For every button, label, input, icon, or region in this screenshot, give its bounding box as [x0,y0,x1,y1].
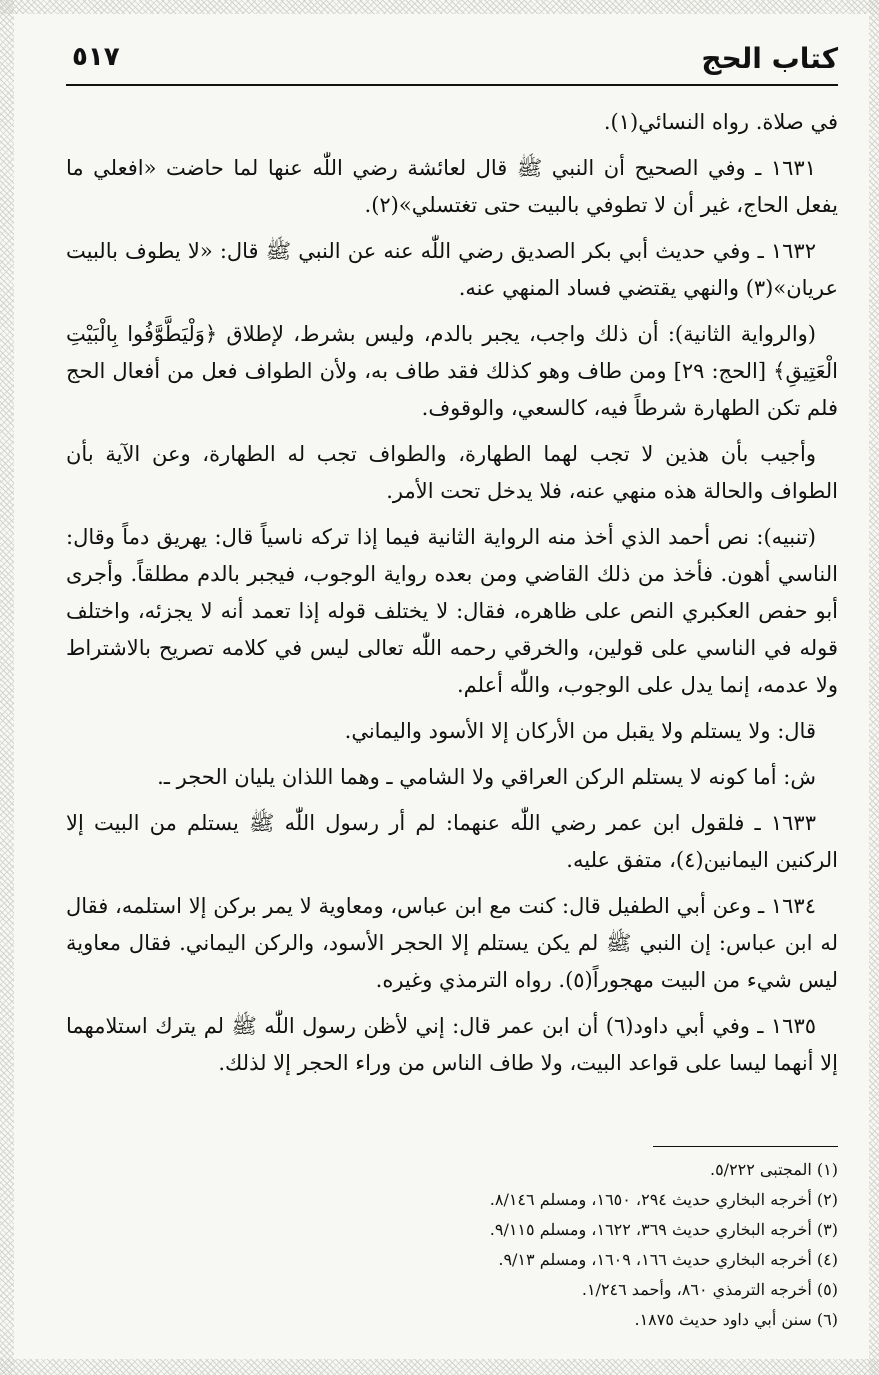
left-page-edge-texture [0,0,14,1375]
hadith-1635-paragraph: ١٦٣٥ ـ وفي أبي داود(٦) أن ابن عمر قال: إني لأظن رسول اللّٰه ﷺ لم يترك استلامهما إلا أنهما ليسا على قواعد البيت، ولا طاف الناس من وراء الحجر إلا لذلك. [66,1014,838,1075]
running-head: كتاب الحج [701,42,838,75]
response-paragraph: وأجيب بأن هذين لا تجب لهما الطهارة، والطواف تجب له الطهارة، وعن الآية بأن الطواف والحالة هذه منهي عنه، فلا يدخل تحت الأمر. [66,442,838,503]
header-rule [66,84,838,86]
hadith-1634-paragraph: ١٦٣٤ ـ وعن أبي الطفيل قال: كنت مع ابن عباس، ومعاوية لا يمر بركن إلا استلمه، فقال له ابن عباس: إن النبي ﷺ لم يكن يستلم إلا الحجر الأسود، والركن اليماني. فقال معاوية ليس شيء من البيت مهجوراً(٥). رواه الترمذي وغيره. [66,894,838,992]
footnote-rule [653,1146,838,1147]
note-paragraph: (تنبيه): نص أحمد الذي أخذ منه الرواية الثانية فيما إذا تركه ناسياً قال: يهريق دماً وقال: الناسي أهون. فأخذ من ذلك القاضي ومن بعده رواية الوجوب، فيجبر بالدم مطلقاً. وأجرى أبو حفص العكبري النص على ظاهره، فقال: لا يختلف قوله إذا تعمد أنه لا يجزئه، واختلف قوله في الناسي على قولين، والخرقي رحمه اللّٰه تعالى ليس في كلامه تصريح بالاشتراط ولا عدمه، إنما يدل على الوجوب، واللّٰه أعلم. [66,525,838,697]
explanation-paragraph: ش: أما كونه لا يستلم الركن العراقي ولا الشامي ـ وهما اللذان يليان الحجر ـ. [157,765,816,789]
footnote-6: (٦) سنن أبي داود حديث ١٨٧٥. [634,1310,838,1329]
rule-paragraph: قال: ولا يستلم ولا يقبل من الأركان إلا الأسود واليماني. [344,719,816,743]
page-number: ٥١٧ [72,42,120,72]
hadith-1633-paragraph: ١٦٣٣ ـ فلقول ابن عمر رضي اللّٰه عنهما: لم أر رسول اللّٰه ﷺ يستلم من البيت إلا الركنين اليمانين(٤)، متفق عليه. [66,811,838,872]
footnote-3: (٣) أخرجه البخاري حديث ٣٦٩، ١٦٢٢، ومسلم ٩/١١٥. [489,1220,838,1239]
footnote-2: (٢) أخرجه البخاري حديث ٢٩٤، ١٦٥٠، ومسلم ٨/١٤٦. [489,1190,838,1209]
main-text [66,104,838,1082]
hadith-1631-paragraph: ١٦٣١ ـ وفي الصحيح أن النبي ﷺ قال لعائشة رضي اللّٰه عنها لما حاضت «افعلي ما يفعل الحاج، غير أن لا تطوفي بالبيت حتى تغتسلي»(٢). [66,156,838,217]
second-narration-paragraph: (والرواية الثانية): أن ذلك واجب، يجبر بالدم، وليس بشرط، لإطلاق ﴿وَلْيَطَّوَّفُوا بِالْبَيْتِ الْعَتِيقِ﴾ [الحج: ٢٩] ومن طاف وهو كذلك فقد طاف به، ولأن الطواف فعل من أفعال الحج فلم تكن الطهارة شرطاً فيه، كالسعي، والوقوف. [66,322,838,420]
page-header [66,36,838,84]
footnote-4: (٤) أخرجه البخاري حديث ١٦٦، ١٦٠٩، ومسلم ٩/١٣. [498,1250,838,1269]
right-page-edge-texture [869,0,879,1375]
top-page-edge-texture [0,0,879,14]
hadith-1632-paragraph: ١٦٣٢ ـ وفي حديث أبي بكر الصديق رضي اللّٰه عنه عن النبي ﷺ قال: «لا يطوف بالبيت عريان»(٣) والنهي يقتضي فساد المنهي عنه. [66,239,838,300]
page-content [66,36,838,1351]
footnote-5: (٥) أخرجه الترمذي ٨٦٠، وأحمد ١/٢٤٦. [581,1280,838,1299]
footnote-1: (١) المجتبى ٥/٢٢٢. [709,1160,838,1179]
bottom-page-edge-texture [0,1359,879,1375]
footnotes [66,1146,838,1335]
paragraph-continuation: في صلاة. رواه النسائي(١). [603,110,838,134]
